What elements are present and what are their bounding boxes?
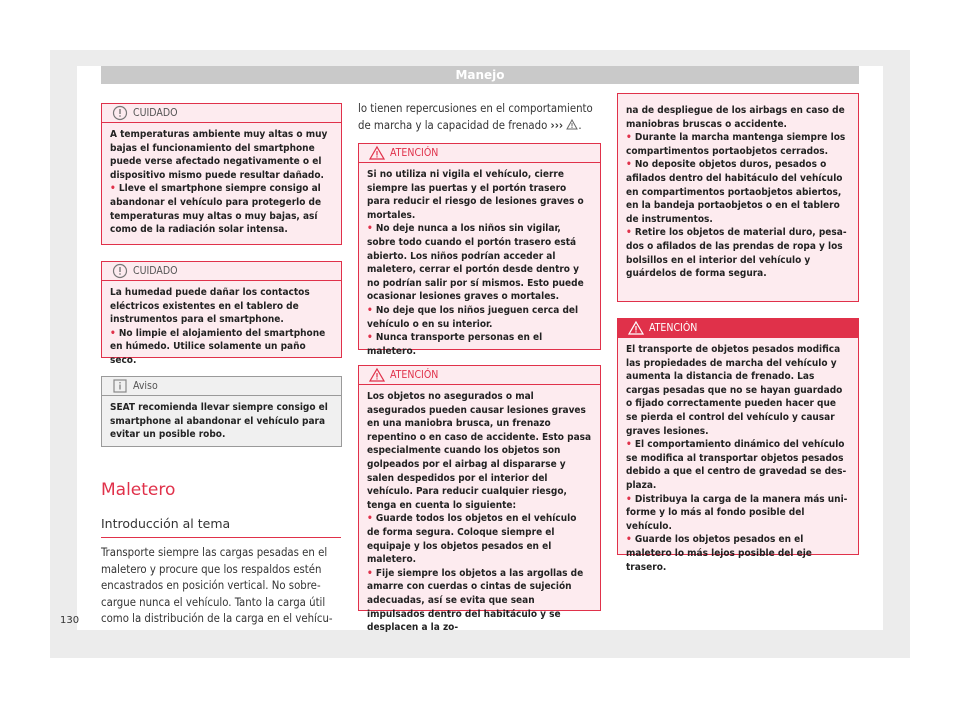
warning-box-continued [617, 93, 859, 302]
notice-box [101, 376, 342, 447]
warning-bullet: • Guarde todos los objetos en el vehículo de forma segura. Coloque siempre el equipaje y los objetos pesados en el maletero. [367, 513, 577, 566]
page-number: 130 [60, 615, 80, 626]
warning-label: ATENCIÓN [649, 322, 698, 334]
warning-bullet: • No deje que los niños jueguen cerca del vehículo o en su interior. [367, 304, 579, 330]
bullet-icon: • [367, 223, 376, 235]
warning-bullet: • Guarde los objetos pesados en el maletero lo más lejos posible del eje trasero. [626, 534, 812, 573]
warning-box-loose-objects [358, 365, 601, 634]
warning-bullet: • No deposite objetos duros, pesados o afilados dentro del habitáculo del vehículo en compartimentos portaobjetos abiertos, en la bandeja portaobjetos o en el tablero de instrumentos. [626, 159, 843, 225]
info-icon [112, 378, 128, 394]
warning-triangle-icon [566, 119, 578, 130]
bullet-icon: • [626, 132, 635, 144]
caution-header [102, 104, 341, 123]
notice-text: SEAT recomienda llevar siempre consigo el smartphone al abandonar el vehículo para evitar un posible robo. [110, 402, 328, 441]
bullet-icon: • [110, 183, 119, 195]
bullet-icon: • [626, 493, 635, 505]
body-paragraph: Transporte siempre las cargas pesadas en el maletero y procure que los respaldos estén encastrados en posición vertical. No sobrecargue nunca el vehículo. Tanto la carga útil como la distribución de la carga en el vehícu- [101, 546, 333, 625]
caution-text: La humedad puede dañar los contactos eléctricos existentes en el tablero de instrumentos para el smartphone. [110, 287, 310, 326]
caution-bullet: • No limpie el alojamiento del smartphone en húmedo. Utilice solamente un paño seco. [110, 327, 326, 366]
bullet-icon: • [110, 327, 119, 339]
warning-text: na de despliegue de los airbags en caso de maniobras bruscas o accidente. [626, 105, 845, 130]
bullet-icon: • [367, 567, 376, 579]
caution-label: CUIDADO [133, 265, 178, 277]
bullet-icon: • [367, 304, 376, 316]
warning-bullet: • Retire los objetos de material duro, pesados o afilados de las prendas de ropa y los bolsillos en el interior del vehículo y guárdelos de forma segura. [626, 227, 847, 280]
notice-label: Aviso [133, 380, 158, 392]
body-paragraph-cont: lo tienen repercusiones en el comportamiento de marcha y la capacidad de frenado ››› . [358, 102, 593, 132]
caution-header [102, 262, 341, 281]
warning-triangle-icon [369, 367, 385, 383]
bullet-icon: • [367, 332, 376, 344]
warning-bullet: • No deje nunca a los niños sin vigilar, sobre todo cuando el portón trasero está abierto. Los niños podrían acceder al maletero, cerrar el portón desde dentro y no podrían salir por sí mismos. Esto puede ocasionar lesiones graves o mortales. [367, 223, 584, 303]
warning-text: Si no utiliza ni vigila el vehículo, cierre siempre las puertas y el portón trasero para reducir el riesgo de lesiones graves o mortales. [367, 169, 584, 221]
continue-marker: ››› [550, 118, 564, 132]
section-title: Maletero [101, 480, 176, 500]
warning-header [618, 319, 858, 338]
warning-label: ATENCIÓN [390, 369, 439, 381]
warning-bullet: • Distribuya la carga de la manera más uniforme y lo más al fondo posible del vehículo. [626, 493, 848, 532]
warning-box-children [358, 143, 601, 357]
warning-text: El transporte de objetos pesados modifica las propiedades de marcha del vehículo y aumenta la distancia de frenado. Las cargas pesadas que no se hayan guardado o fijado correctamente pueden hacer que se pierda el control del vehículo y causar graves lesiones. [626, 344, 843, 437]
bullet-icon: • [626, 227, 635, 239]
notice-header [102, 377, 341, 396]
warning-bullet: • Durante la marcha mantenga siempre los compartimentos portaobjetos cerrados. [626, 132, 846, 157]
warning-triangle-icon [369, 145, 385, 161]
caution-circle-icon [112, 105, 128, 121]
warning-header [359, 366, 600, 385]
bullet-icon: • [626, 159, 635, 171]
warning-bullet: • Nunca transporte personas en el maletero. [367, 332, 543, 357]
warning-triangle-icon [628, 320, 644, 336]
section-header: Manejo [101, 66, 859, 84]
subsection-title: Introducción al tema [101, 516, 231, 531]
warning-box-heavy-loads [617, 318, 859, 573]
caution-box-temperature [101, 103, 342, 245]
warning-bullet: • El comportamiento dinámico del vehículo se modifica al transportar objetos pesados debido a que el centro de gravedad se desplaza. [626, 439, 847, 491]
warning-text: Los objetos no asegurados o mal asegurados pueden causar lesiones graves en una maniobra brusca, un frenazo repentino o en caso de accidente. Esto pasa especialmente cuando los objetos son golpeados por el airbag al dispararse y salen despedidos por el interior del vehículo. Para reducir cualquier riesgo, tenga en cuenta lo siguiente: [367, 391, 592, 511]
bullet-icon: • [367, 513, 376, 525]
warning-label: ATENCIÓN [390, 147, 439, 159]
warning-bullet: • Fije siempre los objetos a las argollas de amarre con cuerdas o cintas de sujeción adecuadas, así se evita que sean impulsados dentro del habitáculo y se desplacen a la zo- [367, 567, 584, 634]
warning-header [359, 144, 600, 163]
caution-label: CUIDADO [133, 107, 178, 119]
bullet-icon: • [626, 534, 635, 546]
title-rule [101, 537, 341, 538]
caution-box-humidity [101, 261, 342, 366]
bullet-icon: • [626, 439, 635, 451]
caution-text: A temperaturas ambiente muy altas o muy bajas el funcionamiento del smartphone puede verse afectado negativamente o el dispositivo mismo puede resultar dañado. [110, 129, 328, 181]
caution-circle-icon [112, 263, 128, 279]
caution-bullet: • Lleve el smartphone siempre consigo al abandonar el vehículo para protegerlo de temperaturas muy altas o muy bajas, así como de la radiación solar intensa. [110, 183, 322, 236]
